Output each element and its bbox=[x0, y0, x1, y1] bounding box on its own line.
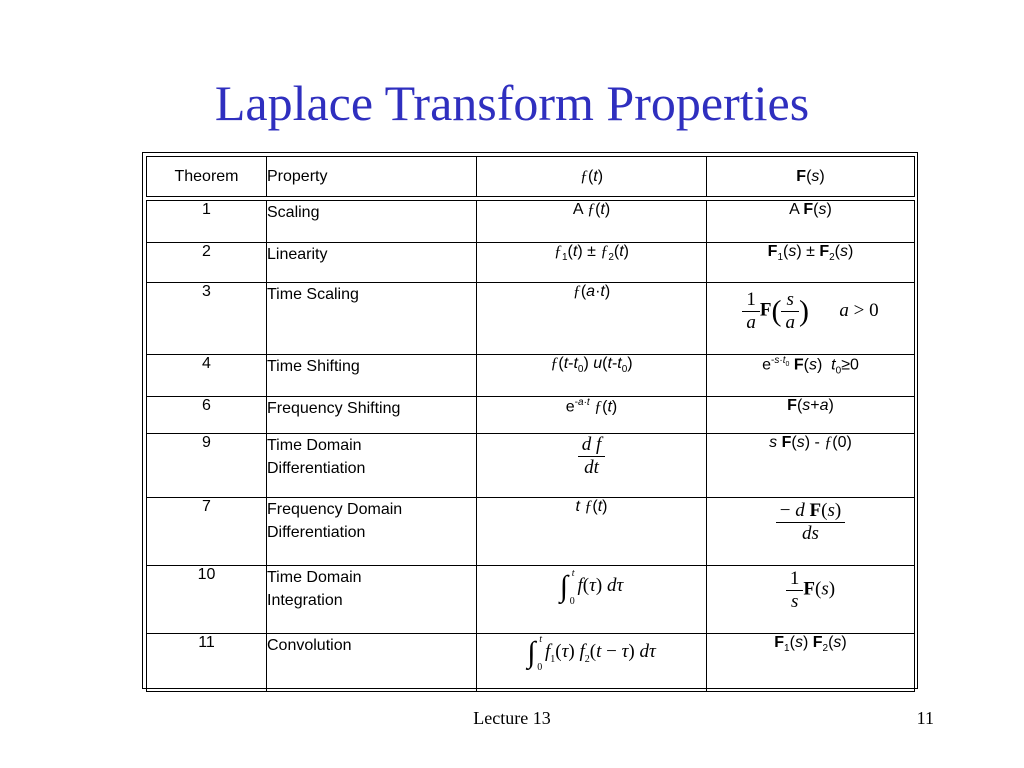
ft-expression: ∫ t 0 f(τ) dτ bbox=[477, 566, 707, 634]
table-row bbox=[147, 498, 915, 566]
property-name: Convolution bbox=[267, 634, 477, 692]
theorem-number: 9 bbox=[147, 434, 267, 498]
ft-expression: ƒ(a·t) bbox=[477, 283, 707, 355]
property-name: Frequency Domain Differentiation bbox=[267, 498, 477, 566]
ft-expression: ∫ t 0 $f_1(\tau) f_2(t - \tau)$ dτ bbox=[477, 634, 707, 692]
fs-expression: s F(s) - ƒ(0) bbox=[707, 434, 915, 498]
table-row bbox=[147, 634, 915, 692]
fs-expression: $\frac{1}{a}$ F( $\frac{s}{a}$ ) a > 0 bbox=[707, 283, 915, 355]
fs-expression: $e^{-s\cdot t_0}$ F(s) $t_0\ge 0$ bbox=[707, 355, 915, 397]
theorem-number: 2 bbox=[147, 243, 267, 283]
fs-expression: $F_1(s)$ $F_2(s)$ bbox=[707, 634, 915, 692]
slide-title: Laplace Transform Properties bbox=[214, 75, 810, 131]
theorem-number: 1 bbox=[147, 201, 267, 243]
ft-expression: t ƒ(t) bbox=[477, 498, 707, 566]
ft-expression: $e^{-a\cdot t}$ ƒ(t) bbox=[477, 397, 707, 434]
table-row bbox=[147, 201, 915, 243]
property-name: Linearity bbox=[267, 243, 477, 283]
property-name: Time Domain Integration bbox=[267, 566, 477, 634]
properties-table bbox=[146, 156, 915, 692]
fs-expression: A F(s) bbox=[707, 201, 915, 243]
theorem-number: 11 bbox=[147, 634, 267, 692]
property-name: Time Shifting bbox=[267, 355, 477, 397]
ft-expression: $ƒ_1(t)$ ± $ƒ_2(t)$ bbox=[477, 243, 707, 283]
theorem-number: 7 bbox=[147, 498, 267, 566]
ft-expression: $ƒ(t-t_0)$ $u(t-t_0)$ bbox=[477, 355, 707, 397]
property-name: Frequency Shifting bbox=[267, 397, 477, 434]
theorem-number: 4 bbox=[147, 355, 267, 397]
table-row bbox=[147, 434, 915, 498]
header-theorem: Theorem bbox=[147, 157, 267, 197]
table-row bbox=[147, 243, 915, 283]
header-ft: ƒ(t) bbox=[477, 157, 707, 197]
table-row bbox=[147, 355, 915, 397]
ft-expression: $\frac{\text{d f}}{dt}$ bbox=[477, 434, 707, 498]
header-property: Property bbox=[267, 157, 477, 197]
property-name: Scaling bbox=[267, 201, 477, 243]
header-fs: F(s) bbox=[707, 157, 915, 197]
property-name: Time Scaling bbox=[267, 283, 477, 355]
fs-expression: $\frac{\text{− d F(s)}}{ds}$ bbox=[707, 498, 915, 566]
table-row bbox=[147, 397, 915, 434]
ft-expression: A ƒ(t) bbox=[477, 201, 707, 243]
property-name: Time Domain Differentiation bbox=[267, 434, 477, 498]
fs-expression: F(s+a) bbox=[707, 397, 915, 434]
theorem-number: 10 bbox=[147, 566, 267, 634]
table-row bbox=[147, 566, 915, 634]
table-header-row bbox=[147, 157, 915, 197]
fs-expression: $\frac{1}{s}$ F(s) bbox=[707, 566, 915, 634]
table-row bbox=[147, 283, 915, 355]
fs-expression: $F_1(s) \pm F_2(s)$ bbox=[707, 243, 915, 283]
theorem-number: 6 bbox=[147, 397, 267, 434]
footer-lecture: Lecture 13 bbox=[473, 708, 551, 728]
page-number: 11 bbox=[916, 708, 934, 728]
theorem-number: 3 bbox=[147, 283, 267, 355]
